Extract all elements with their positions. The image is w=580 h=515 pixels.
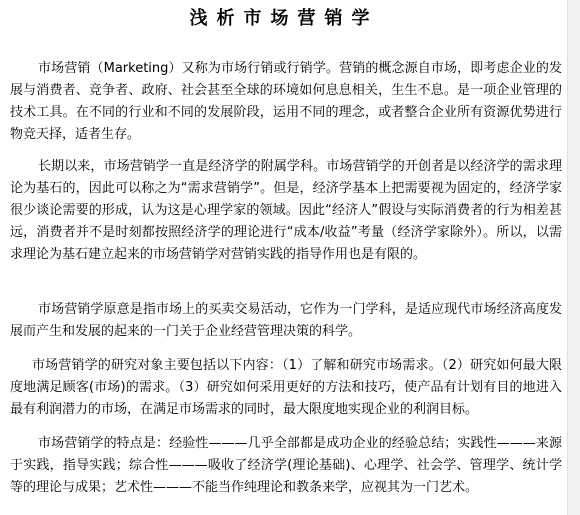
vertical-scrollbar[interactable] <box>567 0 580 515</box>
paragraph-history: 长期以来，市场营销学一直是经济学的附属学科。市场营销学的开创者是以经济学的需求理论为基石的，因此可以称之为“需求营销学”。但是，经济学基本上把需要视为固定的，经济学家很少谈论需要的形成，认为这是心理学家的领域。因此“经济人”假设与实际消费者的行为相差甚远，消费者并不是时刻都按照经济学的理论进行“成本/收益”考量（经济学家除外）。所以，以需求理论为基石建立起来的市场营销学对营销实践的指导作用也是有限的。 <box>10 159 562 262</box>
page-bottom-cutoff <box>0 497 568 515</box>
paragraph-definition: 市场营销（Marketing）又称为市场行销或行销学。营销的概念源自市场，即考虑企业的发展与消费者、竞争者、政府、社会甚至全球的环境如何息息相关，生生不息。是一项企业管理的技术工具。在不同的行业和不同的发展阶段，运用不同的理念，或者整合企业所有资源优势进行物竞天择，适者生存。 <box>10 61 562 142</box>
paragraph-research-objects: 市场营销学的研究对象主要包括以下内容：（1）了解和研究市场需求。（2）研究如何最大限度地满足顾客(市场)的需求。（3）研究如何采用更好的方法和技巧，使产品有计划有目的地进入最有利润潜力的市场，在满足市场需求的同时，最大限度地实现企业的利润目标。 <box>10 358 562 417</box>
paragraph-original-meaning: 市场营销学原意是指市场上的买卖交易活动，它作为一门学科，是适应现代市场经济高度发展而产生和发展的起来的一门关于企业经营管理决策的科学。 <box>10 302 562 339</box>
document-title: 浅析市场营销学 <box>189 8 379 29</box>
paragraph-characteristics: 市场营销学的特点是：经验性———几乎全部都是成功企业的经验总结；实践性———来源于实践，指导实践；综合性———吸收了经济学(理论基础)、心理学、社会学、管理学、统计学等的理论与成果；艺术性———不能当作纯理论和教条来学，应视其为一门艺术。 <box>10 436 562 495</box>
